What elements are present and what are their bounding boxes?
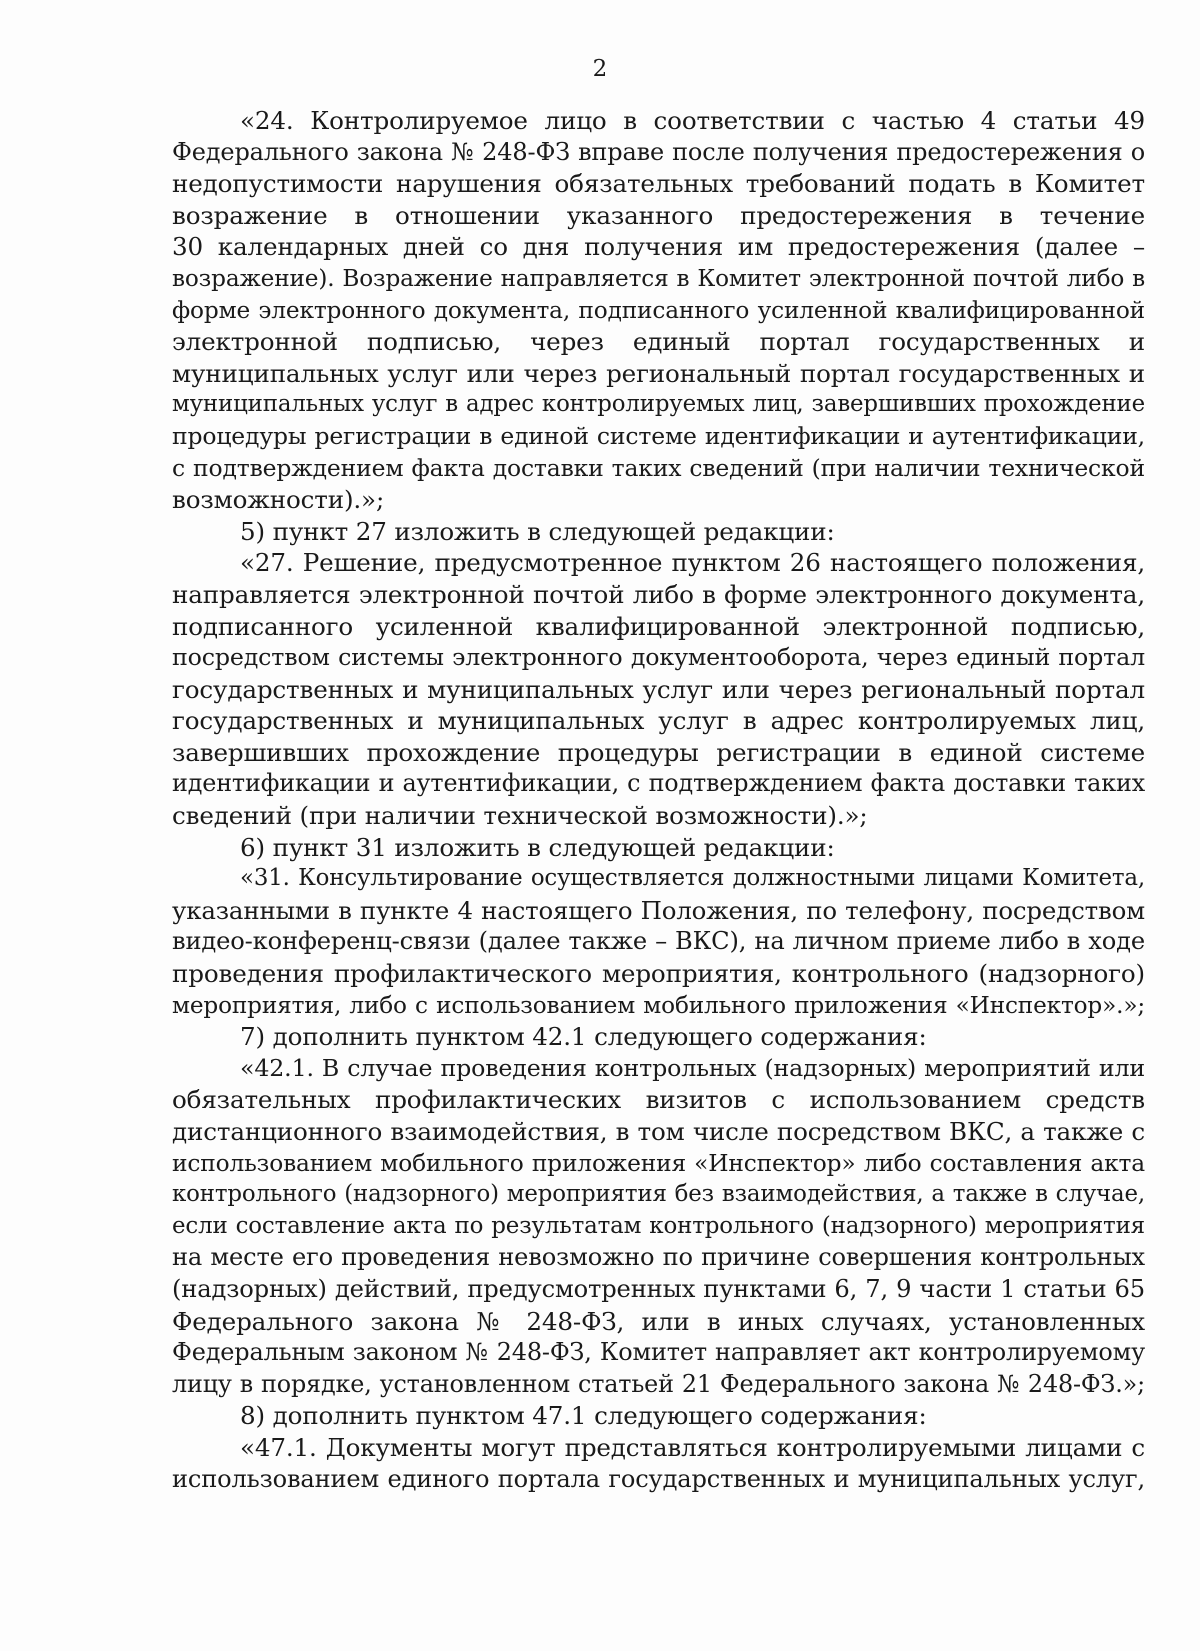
text-line: 7) дополнить пунктом 42.1 следующего содержания: [240,1022,927,1052]
text-line: мероприятия, либо с использованием мобильного приложения «Инспектор».»; [172,991,1145,1019]
text-line: с подтверждением факта доставки таких сведений (при наличии технической [172,453,1145,482]
text-line: проведения профилактического мероприятия, контрольного (надзорного) [172,959,1145,989]
text-line: Федеральным законом № 248-ФЗ, Комитет направляет акт контролируемому [172,1338,1145,1367]
text-line: процедуры регистрации в единой системе идентификации и аутентификации, [172,421,1145,450]
page-number: 2 [592,56,608,82]
text-line: подписанного усиленной квалифицированной электронной подписью, [172,611,1145,641]
text-line: «47.1. Документы могут представляться контролируемыми лицами с [240,1432,1145,1462]
text-line: электронной подписью, через единый портал государственных и [172,327,1145,357]
text-line: направляется электронной почтой либо в форме электронного документа, [172,579,1145,609]
text-line: если составление акта по результатам контрольного (надзорного) мероприятия [172,1212,1145,1239]
text-line: 6) пункт 31 изложить в следующей редакции: [240,832,835,862]
text-line: посредством системы электронного документооборота, через единый портал [172,643,1145,672]
text-line: завершивших прохождение процедуры регистрации в единой системе [172,737,1145,767]
text-line: идентификации и аутентификации, с подтверждением факта доставки таких [172,769,1145,798]
text-line: обязательных профилактических визитов с использованием средств [172,1085,1145,1115]
text-line: лицу в порядке, установленном статьей 21 Федерального закона № 248-ФЗ.»; [172,1369,1145,1398]
text-line: государственных и муниципальных услуг или через региональный портал [172,674,1145,704]
text-line: возражение). Возражение направляется в Комитет электронной почтой либо в [172,264,1145,292]
text-line: указанными в пункте 4 настоящего Положения, по телефону, посредством [172,895,1145,925]
text-line: «27. Решение, предусмотренное пунктом 26 настоящего положения, [240,548,1145,578]
text-line: форме электронного документа, подписанного усиленной квалифицированной [172,296,1145,324]
text-line: «31. Консультирование осуществляется должностными лицами Комитета, [240,865,1145,892]
text-line: сведений (при наличии технической возможности).»; [172,801,868,831]
text-line: возражение в отношении указанного предостережения в течение [172,200,1145,230]
text-line: 30 календарных дней со дня получения им предостережения (далее – [172,232,1145,262]
text-line: муниципальных услуг в адрес контролируемых лиц, завершивших прохождение [172,391,1145,418]
text-line: государственных и муниципальных услуг в адрес контролируемых лиц, [172,706,1145,736]
text-line: использованием мобильного приложения «Инспектор» либо составления акта [172,1149,1145,1177]
text-line: 5) пункт 27 изложить в следующей редакции: [240,516,835,546]
text-line: муниципальных услуг или через региональный портал государственных и [172,358,1145,388]
text-line: «42.1. В случае проведения контрольных (надзорных) мероприятий или [240,1053,1145,1082]
text-line: Федерального закона № 248-ФЗ, или в иных случаях, установленных [172,1306,1145,1336]
text-line: «24. Контролируемое лицо в соответствии с частью 4 статьи 49 [240,106,1145,135]
text-line: возможности).»; [172,485,385,515]
document-body [172,105,1145,1495]
text-line: видео-конференц-связи (далее также – ВКС), на личном приеме либо в ходе [172,927,1145,956]
text-line: контрольного (надзорного) мероприятия без взаимодействия, а также в случае, [172,1181,1145,1208]
text-line: недопустимости нарушения обязательных требований подать в Комитет [172,169,1145,199]
text-line: (надзорных) действий, предусмотренных пунктами 6, 7, 9 части 1 статьи 65 [172,1274,1145,1303]
text-line: дистанционного взаимодействия, в том числе посредством ВКС, а также с [172,1117,1145,1146]
text-line: Федерального закона № 248-ФЗ вправе после получения предостережения о [172,137,1145,166]
text-line: на месте его проведения невозможно по причине совершения контрольных [172,1243,1145,1272]
text-line: 8) дополнить пунктом 47.1 следующего содержания: [240,1401,927,1431]
text-line: использованием единого портала государственных и муниципальных услуг, [172,1464,1145,1493]
